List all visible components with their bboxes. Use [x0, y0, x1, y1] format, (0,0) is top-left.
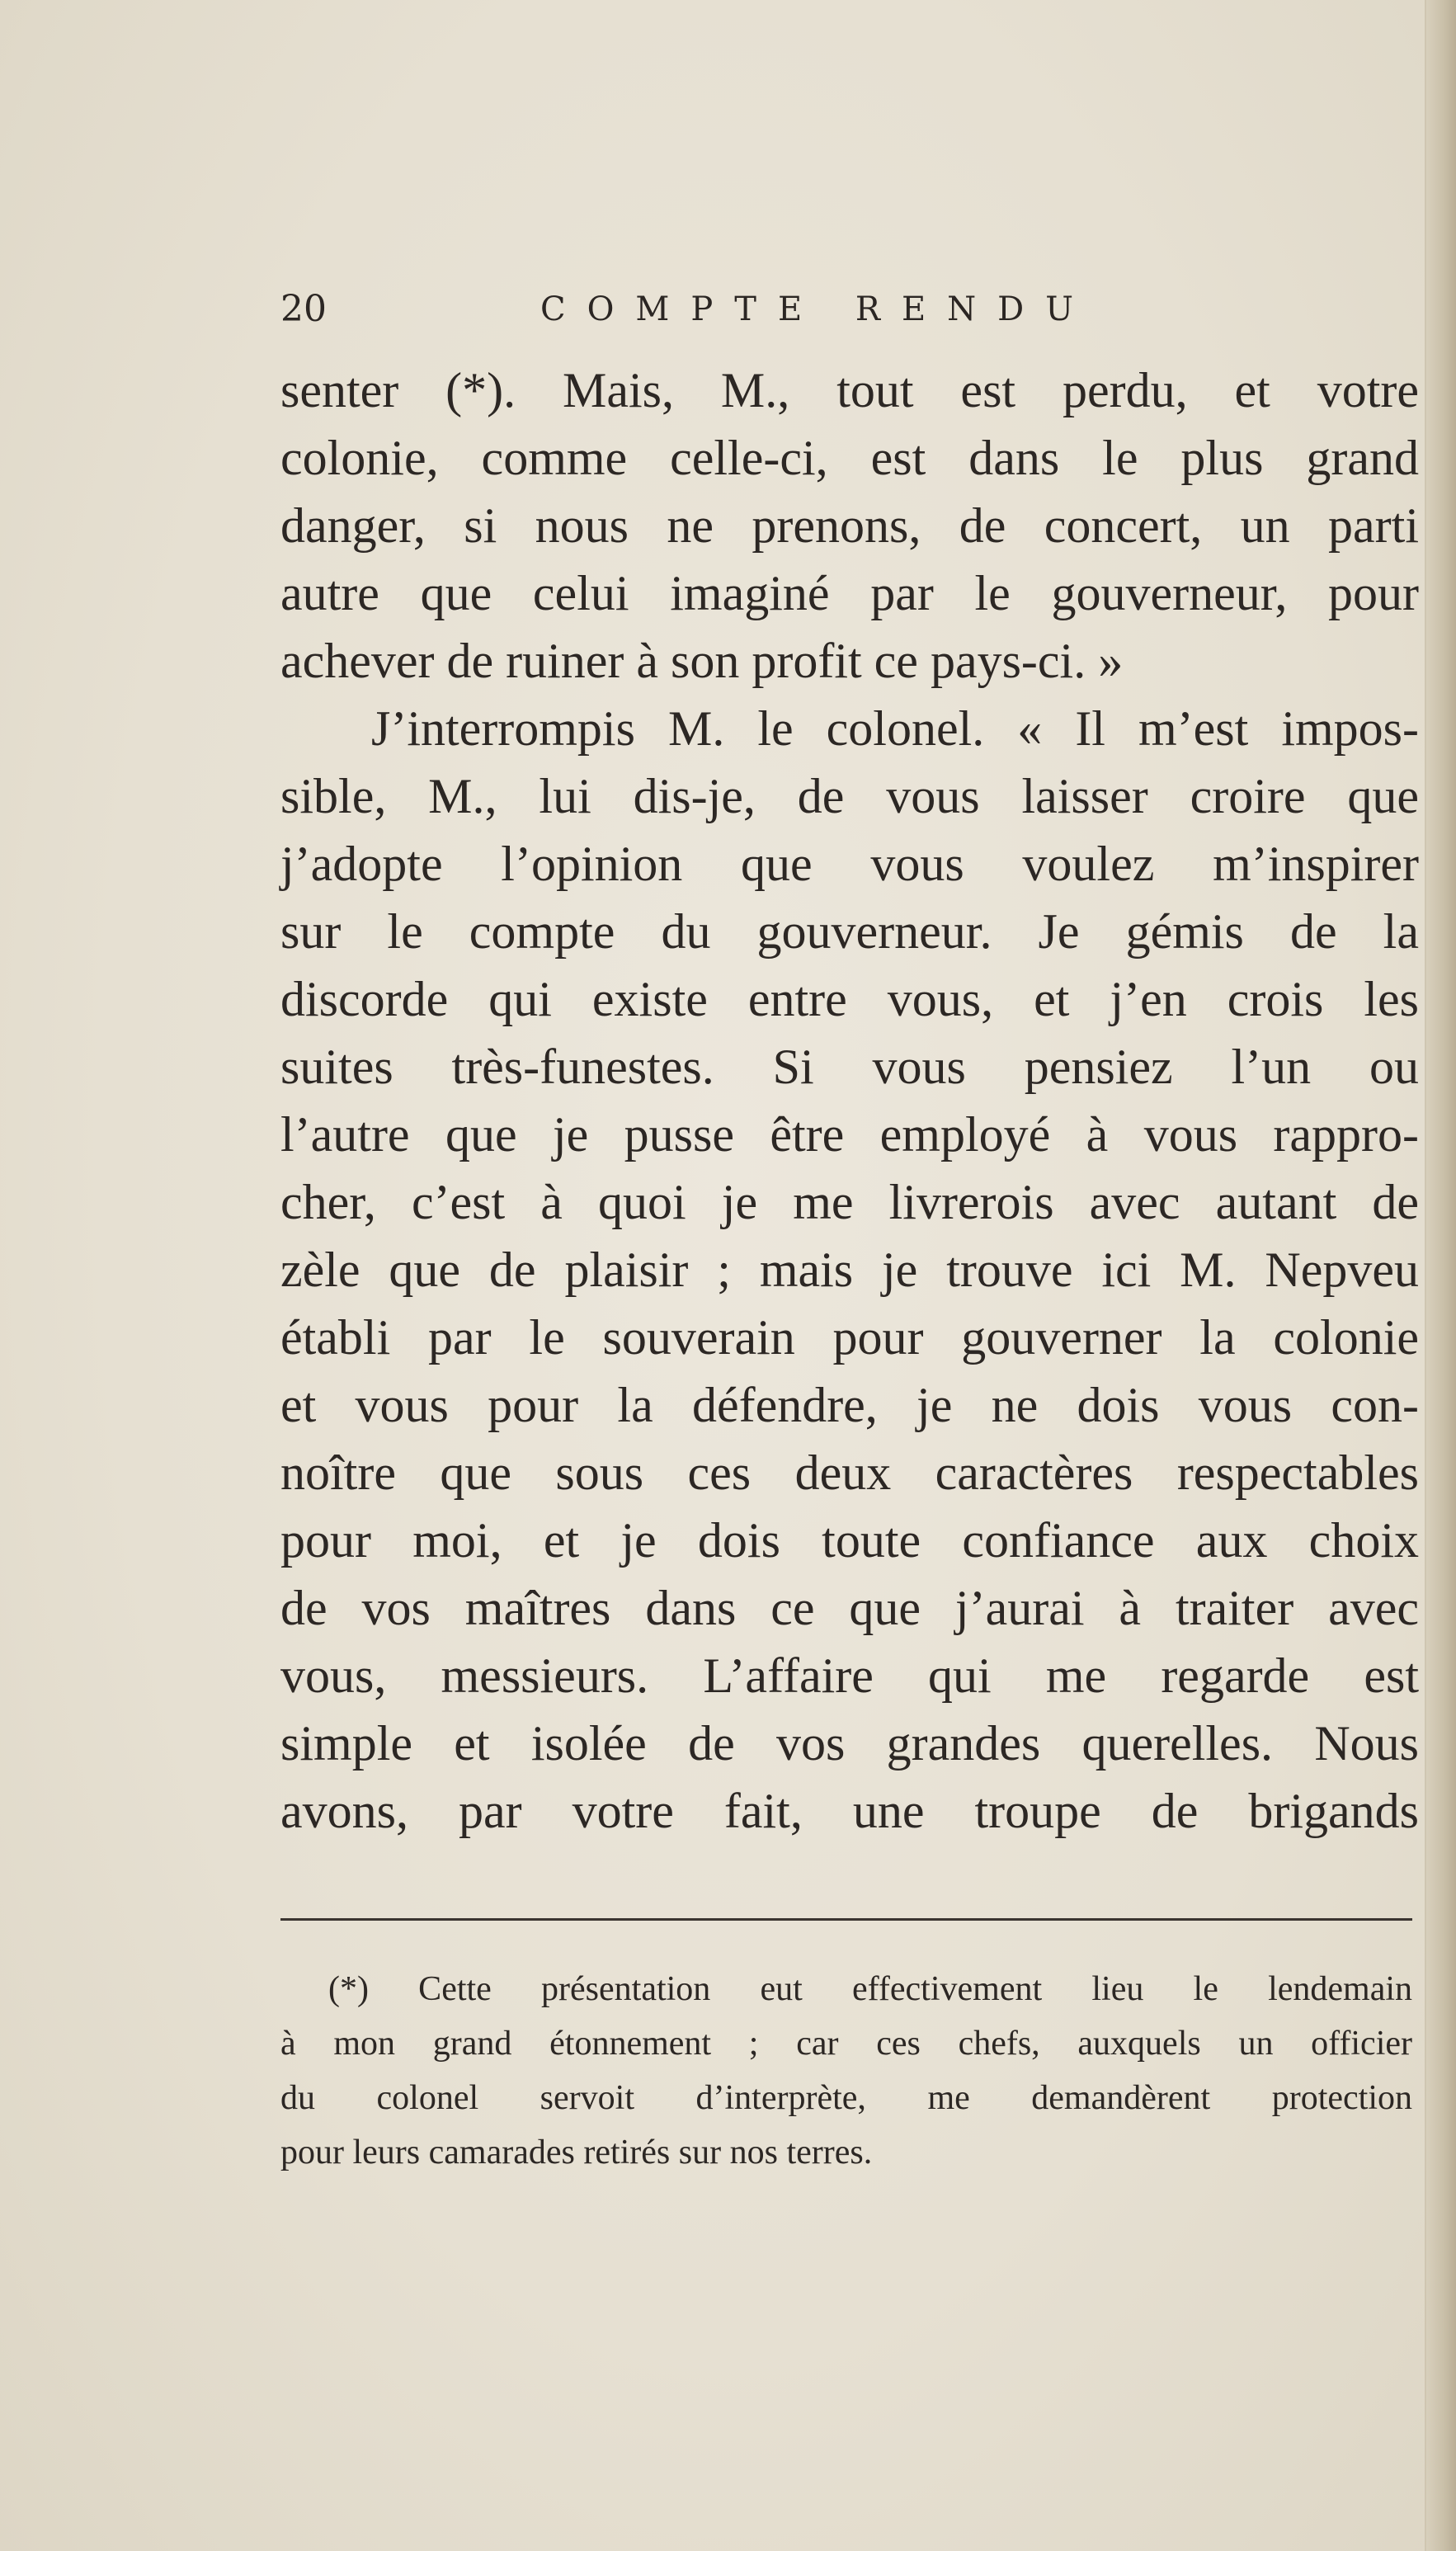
- text-line: danger, si nous ne prenons, de concert, un parti: [280, 498, 1419, 553]
- text-line: cher, c’est à quoi je me livrerois avec autant de: [280, 1175, 1419, 1229]
- text-line: discorde qui existe entre vous, et j’en crois les: [280, 972, 1419, 1026]
- text-line: achever de ruiner à son profit ce pays-ci. »: [280, 634, 1124, 688]
- text-line: j’adopte l’opinion que vous voulez m’inspirer: [280, 837, 1419, 891]
- text-line: suites très-funestes. Si vous pensiez l’un ou: [280, 1040, 1419, 1094]
- footnote-line: (*) Cette présentation eut effectivement lieu le lendemain: [328, 1970, 1412, 2008]
- footnote-line: pour leurs camarades retirés sur nos terres.: [280, 2134, 873, 2171]
- text-line: colonie, comme celle-ci, est dans le plus grand: [280, 431, 1419, 485]
- page-header: [280, 285, 1435, 342]
- text-line: sible, M., lui dis-je, de vous laisser croire que: [280, 769, 1419, 823]
- running-title: COMPTE RENDU: [540, 290, 1095, 328]
- footnote: [280, 1962, 1412, 2180]
- text-line: avons, par votre fait, une troupe de brigands: [280, 1784, 1419, 1838]
- text-line: l’autre que je pusse être employé à vous rappro-: [280, 1107, 1419, 1162]
- text-line: vous, messieurs. L’affaire qui me regarde est: [280, 1648, 1419, 1703]
- text-line: autre que celui imaginé par le gouverneur, pour: [280, 566, 1419, 620]
- text-line: simple et isolée de vos grandes querelles. Nous: [280, 1716, 1419, 1771]
- text-line: pour moi, et je dois toute confiance aux choix: [280, 1513, 1419, 1568]
- footnote-line: à mon grand étonnement ; car ces chefs, auxquels un officier: [280, 2025, 1412, 2063]
- text-line: établi par le souverain pour gouverner la colonie: [280, 1310, 1419, 1365]
- page-number: 20: [280, 288, 327, 330]
- text-line: de vos maîtres dans ce que j’aurai à traiter avec: [280, 1581, 1419, 1635]
- text-line: noître que sous ces deux caractères respectables: [280, 1445, 1419, 1500]
- text-line: et vous pour la défendre, je ne dois vous con-: [280, 1378, 1419, 1432]
- footnote-rule: [280, 1918, 1412, 1921]
- text-line: sur le compte du gouverneur. Je gémis de la: [280, 904, 1419, 959]
- page-edge: [1425, 0, 1456, 2551]
- footnote-line: du colonel servoit d’interprète, me demandèrent protection: [280, 2079, 1412, 2117]
- text-line: senter (*). Mais, M., tout est perdu, et votre: [280, 363, 1419, 417]
- text-line: J’interrompis M. le colonel. « Il m’est impos-: [371, 701, 1419, 756]
- text-line: zèle que de plaisir ; mais je trouve ici M. Nepveu: [280, 1242, 1419, 1297]
- main-text: [280, 356, 1419, 1845]
